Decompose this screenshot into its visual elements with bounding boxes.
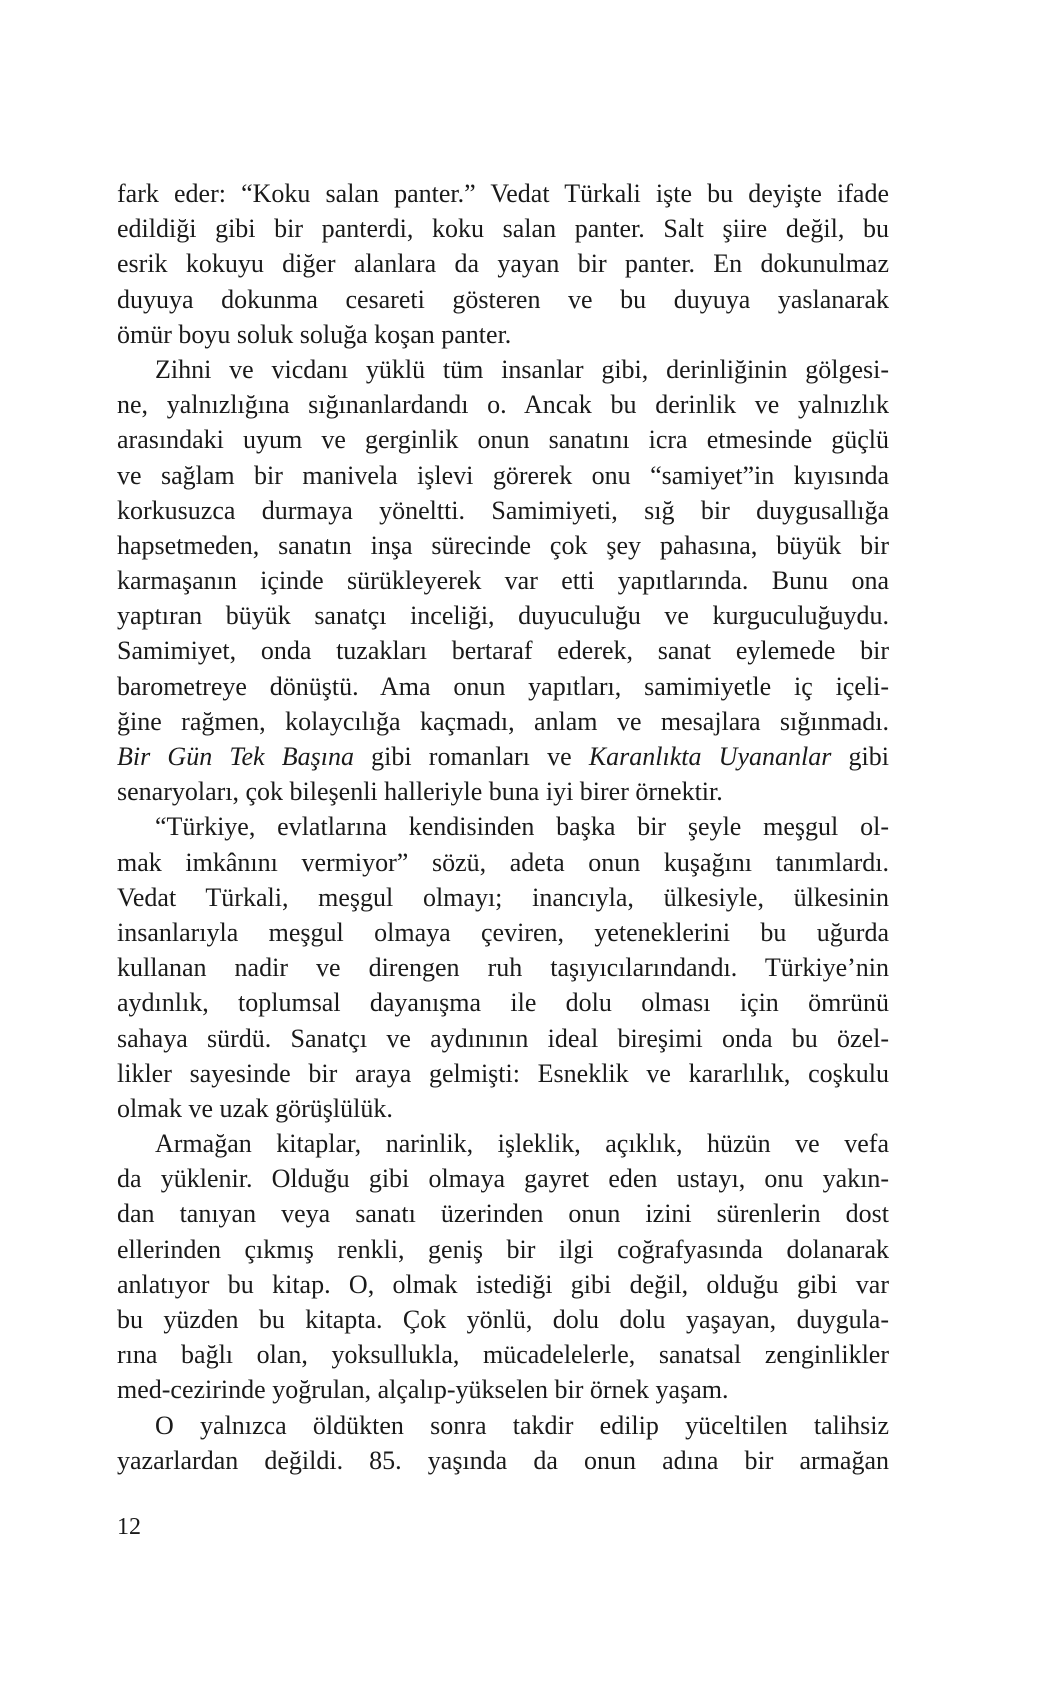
text-fragment: gibi [831, 742, 889, 771]
text-line: duyuya dokunma cesareti gösteren ve bu duyuya yaslanarak [117, 284, 889, 314]
text-line: da yüklenir. Olduğu gibi olmaya gayret eden ustayı, onu yakın- [117, 1164, 889, 1194]
text-line: kullanan nadir ve direngen ruh taşıyıcılarındandı. Türkiye’nin [117, 953, 889, 983]
text-line: ve sağlam bir manivela işlevi görerek onu “samiyet”in kıyısında [117, 460, 889, 490]
text-line: olmak ve uzak görüşlülük. [117, 1093, 393, 1123]
text-line: barometreye dönüştü. Ama onun yapıtları, samimiyetle iç içeli- [117, 671, 889, 701]
text-line: arasındaki uyum ve gerginlik onun sanatını icra etmesinde güçlü [117, 425, 889, 455]
text-line: med-cezirinde yoğrulan, alçalıp-yükselen bir örnek yaşam. [117, 1375, 729, 1405]
text-line: ellerinden çıkmış renkli, geniş bir ilgi coğrafyasında dolanarak [117, 1234, 889, 1264]
paragraph-1 [117, 176, 889, 352]
text-line: dan tanıyan veya sanatı üzerinden onun izini sürenlerin dost [117, 1199, 889, 1229]
text-line: senaryoları, çok bileşenli halleriyle buna iyi birer örnektir. [117, 777, 723, 807]
text-line: yazarlardan değildi. 85. yaşında da onun adına bir armağan [117, 1445, 889, 1475]
text-line: Samimiyet, onda tuzakları bertaraf ederek, sanat eylemede bir [117, 636, 889, 666]
text-line: anlatıyor bu kitap. O, olmak istediği gibi değil, olduğu gibi var [117, 1269, 889, 1299]
text-line: “Türkiye, evlatlarına kendisinden başka bir şeyle meşgul ol- [155, 812, 889, 842]
text-line: O yalnızca öldükten sonra takdir edilip yüceltilen talihsiz [155, 1410, 889, 1440]
text-line: edildiği gibi bir panterdi, koku salan panter. Salt şiire değil, bu [117, 214, 889, 244]
text-fragment: gibi romanları ve [353, 742, 589, 771]
text-line: karmaşanın içinde sürükleyerek var etti yapıtlarında. Bunu ona [117, 566, 889, 596]
text-line: likler sayesinde bir araya gelmişti: Esneklik ve kararlılık, coşkulu [117, 1058, 889, 1088]
text-line: sahaya sürdü. Sanatçı ve aydınının ideal bireşimi onda bu özel- [117, 1023, 889, 1053]
text-line: fark eder: “Koku salan panter.” Vedat Türkali işte bu deyişte ifade [117, 179, 889, 208]
paragraph-2 [117, 352, 889, 809]
text-line: ğine rağmen, kolaycılığa kaçmadı, anlam ve mesajlara sığınmadı. [117, 706, 889, 736]
text-line: korkusuzca durmaya yöneltti. Samimiyeti, sığ bir duygusallığa [117, 495, 889, 525]
text-line: insanlarıyla meşgul olmaya çeviren, yeteneklerini bu uğurda [117, 917, 889, 947]
paragraph-4 [117, 1126, 889, 1408]
text-line: yaptıran büyük sanatçı inceliği, duyuculuğu ve kurguculuğuydu. [117, 601, 889, 631]
text-line: mak imkânını vermiyor” sözü, adeta onun kuşağını tanımlardı. [117, 847, 889, 877]
page-number: 12 [117, 1514, 141, 1540]
text-line: rına bağlı olan, yoksullukla, mücadelelerle, sanatsal zenginlikler [117, 1340, 889, 1370]
text-line: esrik kokuyu diğer alanlara da yayan bir panter. En dokunulmaz [117, 249, 889, 279]
body-text [117, 176, 889, 1478]
text-line: ömür boyu soluk soluğa koşan panter. [117, 319, 512, 349]
text-line: hapsetmeden, sanatın inşa sürecinde çok şey pahasına, büyük bir [117, 530, 889, 560]
text-line: Armağan kitaplar, narinlik, işleklik, açıklık, hüzün ve vefa [155, 1129, 889, 1159]
text-line: Vedat Türkali, meşgul olmayı; inancıyla, ülkesiyle, ülkesinin [117, 882, 889, 912]
paragraph-3 [117, 809, 889, 1126]
novel-title: Bir Gün Tek Başına [117, 742, 354, 771]
text-line: aydınlık, toplumsal dayanışma ile dolu olması için ömrünü [117, 988, 889, 1018]
paragraph-5 [117, 1408, 889, 1478]
screenplay-title: Karanlıkta Uyananlar [588, 742, 832, 771]
text-line: bu yüzden bu kitapta. Çok yönlü, dolu dolu yaşayan, duygula- [117, 1305, 889, 1334]
text-line-with-titles [117, 739, 889, 774]
text-line: Zihni ve vicdanı yüklü tüm insanlar gibi, derinliğinin gölgesi- [155, 354, 889, 384]
text-line: ne, yalnızlığına sığınanlardandı o. Ancak bu derinlik ve yalnızlık [117, 390, 889, 420]
